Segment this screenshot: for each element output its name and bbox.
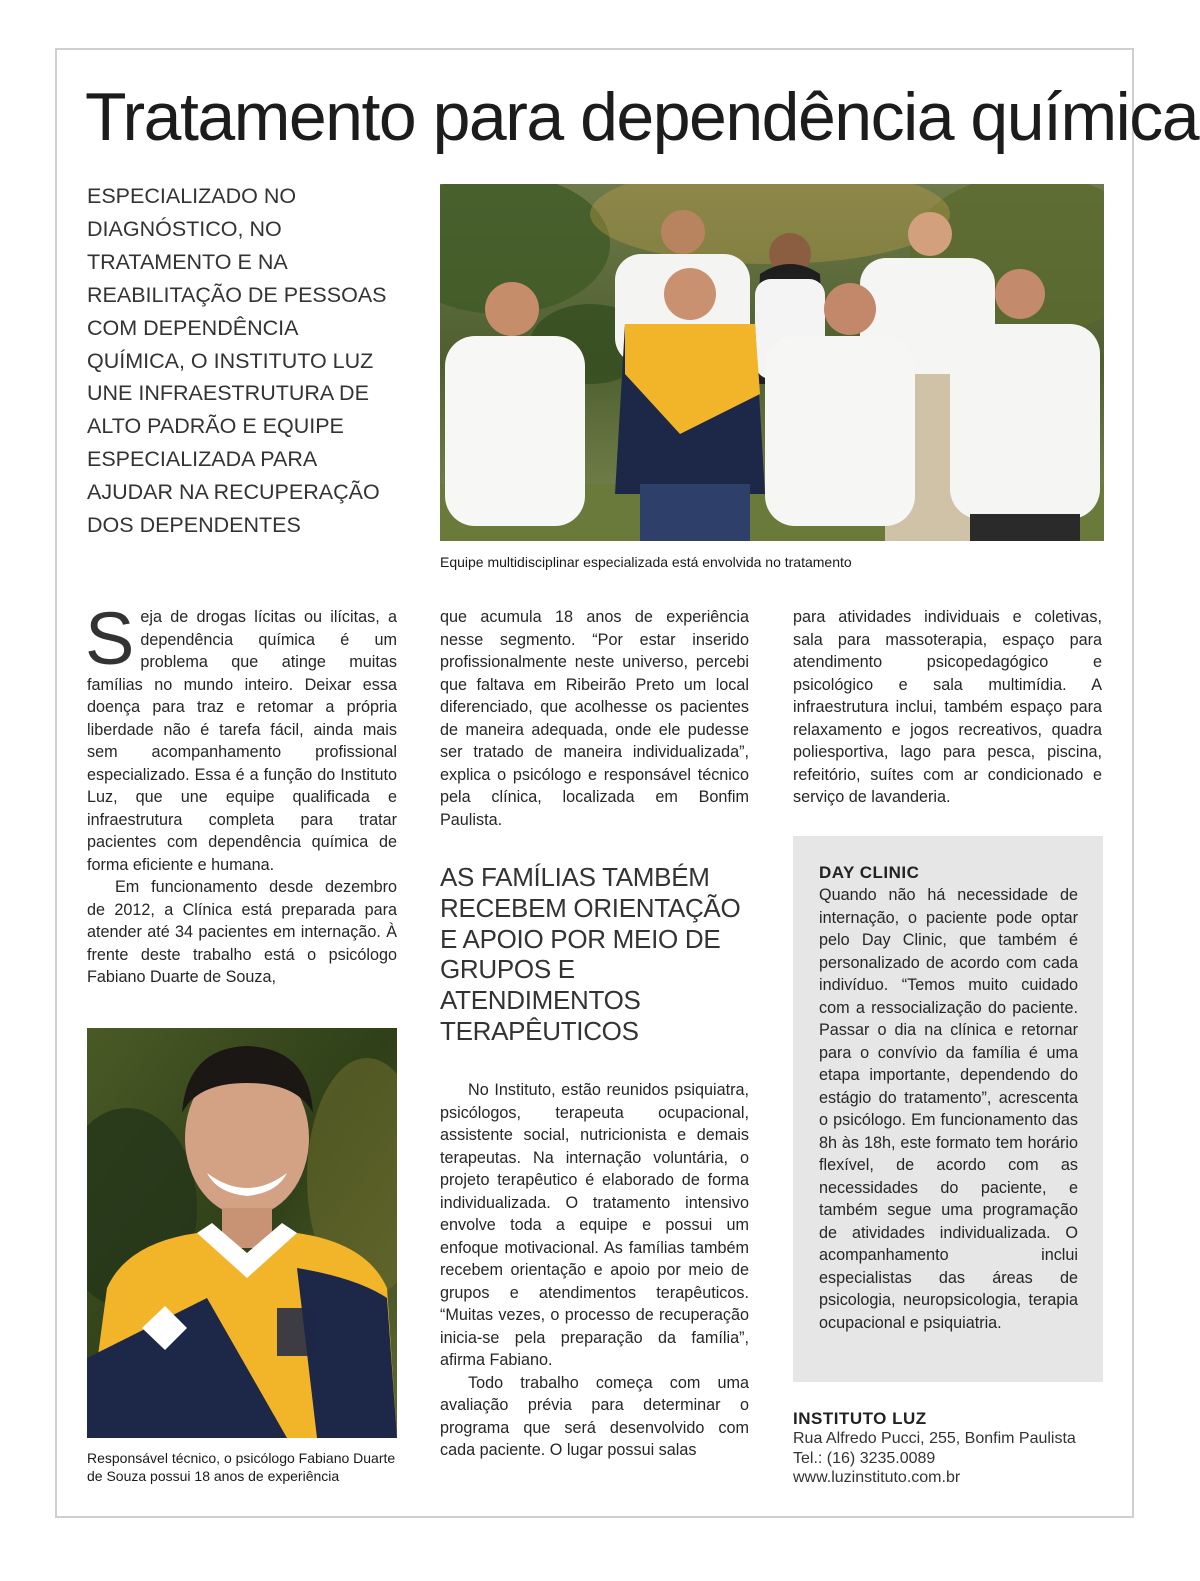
body-paragraph-3: que acumula 18 anos de experiência nesse segmento. “Por estar inserido profissionalmente neste universo, percebi que faltava em Ribeirão Preto um local diferenciado, que acolhesse os pacientes de maneira adequada, onde ele pudesse ser tratado de maneira individualizada”, explica o psicólogo e responsável técnico pela clínica, localizada em Bonfim Paulista. — [440, 608, 749, 829]
body-column-1 — [85, 597, 397, 989]
body-paragraph-2: Em funcionamento desde dezembro de 2012, a Clínica está preparada para atender até 34 pacientes em internação. À frente deste trabalho está o psicólogo Fabiano Duarte de Souza, — [87, 878, 397, 986]
body-paragraph-4: No Instituto, estão reunidos psiquiatra, psicólogos, terapeuta ocupacional, assistente social, nutricionista e demais terapeutas. Na internação voluntária, o projeto terapêutico é elaborado de forma individualizada. O tratamento intensivo envolve toda a equipe e possui um enfoque motivacional. As famílias também recebem orientação e apoio por meio de grupos e atendimentos terapêuticos. “Muitas vezes, o processo de recuperação inicia-se pela preparação da família”, afirma Fabiano. — [440, 1081, 749, 1369]
contact-address: Rua Alfredo Pucci, 255, Bonfim Paulista — [793, 1430, 1076, 1447]
body-column-2 — [440, 606, 749, 831]
team-photo — [440, 184, 1104, 541]
day-clinic-heading: DAY CLINIC — [819, 863, 920, 882]
portrait-photo-image — [87, 1028, 397, 1438]
body-paragraph-6: para atividades individuais e coletivas, sala para massoterapia, espaço para atendimento psicopedagógico e psicológico e sala multimídia. A infraestrutura inclui, também espaço para relaxamento e jogos recreativos, quadra poliesportiva, lago para pesca, piscina, refeitório, suítes com ar condicionado e serviço de lavanderia. — [793, 608, 1102, 806]
body-column-3 — [793, 606, 1102, 809]
day-clinic-box — [793, 836, 1103, 1382]
team-photo-image — [440, 184, 1104, 541]
team-photo-caption: Equipe multidisciplinar especializada está envolvida no tratamento — [440, 554, 852, 570]
body-paragraph-5: Todo trabalho começa com uma avaliação prévia para determinar o programa que será desenvolvido com cada paciente. O lugar possui salas — [440, 1373, 749, 1459]
contact-website: www.luzinstituto.com.br — [793, 1469, 961, 1486]
contact-phone: Tel.: (16) 3235.0089 — [793, 1449, 936, 1467]
portrait-photo-caption: Responsável técnico, o psicólogo Fabiano Duarte de Souza possui 18 anos de experiência — [87, 1450, 396, 1484]
drop-cap: S — [85, 597, 135, 680]
portrait-photo — [87, 1028, 397, 1438]
contact-block — [793, 1408, 1113, 1488]
article-subhead: AS FAMÍLIAS TAMBÉM RECEBEM ORIENTAÇÃO E APOIO POR MEIO DE GRUPOS E ATENDIMENTOS TERAPÊUTICOS — [440, 862, 741, 1046]
day-clinic-text: Quando não há necessidade de internação, o paciente pode optar pelo Day Clinic, que também é personalizado de acordo com cada indivíduo. “Temos muito cuidado com a ressocialização do paciente. Passar o dia na clínica e retornar para o convívio da família é uma etapa importante, dependendo do estágio do tratamento”, acrescenta o psicólogo. Em funcionamento das 8h às 18h, este formato tem horário flexível, de acordo com as necessidades do paciente, e também segue uma programação de atividades individualizada. O acompanhamento inclui especialistas das áreas de psicologia, neuropsicologia, terapia ocupacional e psiquiatria. — [819, 886, 1078, 1332]
article-title: Tratamento para dependência química — [85, 79, 1199, 155]
article-lead: ESPECIALIZADO NO DIAGNÓSTICO, NO TRATAMENTO E NA REABILITAÇÃO DE PESSOAS COM DEPENDÊNCIA QUÍMICA, O INSTITUTO LUZ UNE INFRAESTRUTURA DE ALTO PADRÃO E EQUIPE ESPECIALIZADA PARA AJUDAR NA RECUPERAÇÃO DOS DEPENDENTES — [87, 184, 387, 538]
body-column-2-continued — [440, 1079, 749, 1462]
contact-name: INSTITUTO LUZ — [793, 1409, 927, 1428]
body-paragraph-1: Seja de drogas lícitas ou ilícitas, a dependência química é um problema que atinge muitas famílias no mundo inteiro. Deixar essa doença para traz e retomar a própria liberdade não é tarefa fácil, ainda mais sem acompanhamento profissional especializado. Essa é a função do Instituto Luz, que une equipe qualificada e infraestrutura completa para tratar pacientes com dependência química de forma eficiente e humana. — [85, 597, 397, 874]
